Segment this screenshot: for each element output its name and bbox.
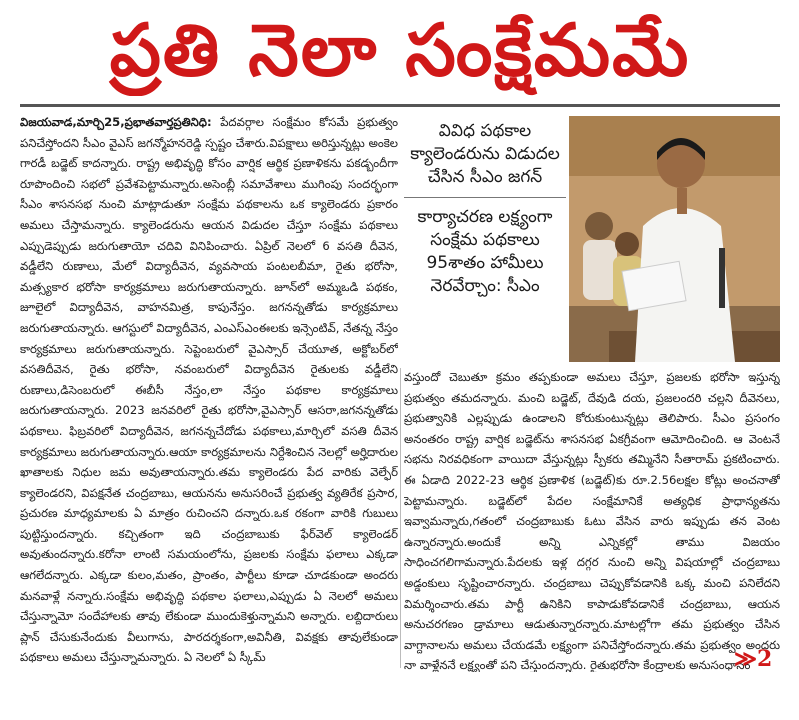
article-left-column bbox=[20, 112, 398, 672]
article-right-text: వస్తుందో చెబుతూ క్రమం తప్పకుండా అమలు చేస్తూ, ప్రజలకు భరోసా ఇస్తున్న ప్రభుత్వం తమదన్నారు. మంచి బడ్జెట్, దేవుడి దయ, ప్రజలందరి చల్లని దీవెనలు, ప్రభుత్వానికి ఎల్లప్పుడు ఉండాలని కోరుకుంటున్నట్లు తెలిపారు. సీఎం ప్రసంగం అనంతరం రాష్ట్ర వార్షిక బడ్జెట్‌ను శాసనసభ ఏకగ్రీవంగా ఆమోదించింది. ఆ వెంటనే సభను నిరవధికంగా వాయిదా వేస్తున్నట్లు స్పీకరు తమ్మినేని సీతారామ్ ప్రకటించారు. ఈ ఏడాది 2022-23 ఆర్థిక ప్రణాళిక (బడ్జెట్)కు రూ.2.56లక్షల కోట్లు అంచనాతో పెట్టామన్నారు. బడ్జెట్‌లో పేదల సంక్షేమానికే అత్యధిక ప్రాధాన్యతను ఇవ్వామన్నారు,గతంలో చంద్రబాబుకు ఓటు వేసిన వారు ఇప్పుడు తన వెంట ఉన్నారన్నారు.అందుకే అన్ని ఎన్నికల్లో తాము విజయం సాధించగలిగామన్నారు.పేదలకు ఇళ్ల దగ్గర నుంచి అన్ని విషయాల్లో చంద్రబాబు అడ్డంకులు సృష్టించారన్నారు. చంద్రబాబు చెప్పుకోవడానికి ఒక్క మంచి పనిలేదని విమర్శించారు.తమ పార్టీ ఉనికిని కాపాడుకోవడానికే చంద్రబాబు, ఆయన అనుచరగణం డ్రామాలు ఆడుతున్నారన్నారు.మాటల్లోగా తమ ప్రభుత్వం చేసిన వాగ్దానాలను అమలు చేయడమే లక్ష్యంగా పనిచేస్తోందన్నారు.తమ ప్రభుత్వం అందరు నా వాళ్లేననే లక్ష్యంతో పని చేస్తుందన్నారు. రైతుభరోసా కేంద్రాలకు అనుసంధానం bbox=[404, 370, 780, 672]
deck-subheading-1: వివిధ పథకాల క్యాలెండరును విడుదల చేసిన సీఎం జగన్ bbox=[404, 116, 566, 198]
cm-speech-photo bbox=[569, 116, 780, 362]
article-right-column bbox=[404, 367, 780, 672]
dateline: విజయవాడ,మార్చి25,ప్రభాతవార్తప్రతినిధి: bbox=[20, 115, 212, 129]
column-divider bbox=[400, 368, 401, 668]
deck-subheading-2: కార్యాచరణ లక్ష్యంగా సంక్షేమ పథకాలు 95శాతం హామీలు నెరవేర్చాం: సీఎం bbox=[417, 207, 553, 296]
headline: ప్రతి నెలా సంక్షేమమే bbox=[109, 8, 691, 92]
article-left-text: పేదవర్గాల సంక్షేమం కోసమే ప్రభుత్వం పనిచేస్తోందని సీఎం వైఎస్ జగన్మోహనరెడ్డి స్పష్టం చేశారు.విపక్షాలు అరిస్తున్నట్లు అంకెల గారడీ బడ్జెట్ కాదన్నారు. రాష్ట్ర అభివృద్ధి కోసం వార్షిక ఆర్థిక ప్రణాళికను పకడ్బందీగా రూపొందించి సభలో ప్రవేశపెట్టామన్నారు.అసెంబ్లీ సమావేశాలు ముగింపు సందర్భంగా సీఎం శాసనసభ నుంచి మాట్లాడుతూ సంక్షేమ పథకాలను ఒక క్యాలెండరు ప్రకారం అమలు చేస్తామన్నారు. క్యాలెండరును ఆయన విడుదల చేస్తూ సంక్షేమ పథకాలు ఎప్పుడెప్పుడు జరుగుతాయో చదివి వినిపించారు. ఏప్రిల్ నెలలో 6 వసతి దీవెన, వడ్డీలేని రుణాలు, మేలో విద్యాదీవెన, వ్యవసాయ పంటలబీమా, రైతు భరోసా, మత్స్యకార భరోసా కార్యక్రమాలు జరుగుతాయన్నారు. జూన్‌లో అమ్మఒడి పథకం, జూలైలో విద్యాదీవెన, వాహనమిత్ర, కాపునేస్తం. జగనన్నతోడు కార్యక్రమాలు జరుగుతాయన్నారు. ఆగస్టులో విద్యాదీవెన, ఎంఎస్ఎంఈలకు ఇన్సెంటివ్, నేతన్న నేస్తం కార్యక్రమాలు జరుగుతాయన్నారు. సెప్టెంబరులో వైఎస్సార్ చేయూత, అక్టోబర్‌లో వసతిదీవెన, రైతు భరోసా, నవంబరులో విద్యాదీవెన రైతులకు వడ్డీలేని రుణాలు,డిసెంబరులో ఈబీసీ నేస్తం,లా నేస్తం పథకాల కార్యక్రమాలు జరుగుతాయన్నారు. 2023 జనవరిలో రైతు భరోసా,వైఎస్సార్ ఆసరా,జగనన్నతోడు పథకాలు. ఫిబ్రవరిలో విద్యాదీవెన, జగనన్నచేదోడు పథకాలు,మార్చిలో వసతి దీవెన కార్యక్రమాలు జరుగుతాయన్నారు.ఆయా కార్యక్రమాలను నిర్దేశించిన నెలల్లో అర్హిదారుల ఖాతాలకు నిధుల జమ అవుతాయన్నారు.తమ క్యాలెండరు పేద వారికు వెల్ఫేర్ క్యాలెండరని, విపక్షనేత చంద్రబాబు, ఆయనను అనుసరించే ప్రభుత్వ వ్యతిరేక ప్రసార, ప్రచురణ మాధ్యమాలకు ఏ మాత్రం రుచించని దన్నారు.ఒక రకంగా వారికి గుబులు పుట్టిస్తుందన్నారు. కచ్చితంగా ఇది చంద్రబాబుకు ఫేర్‌వెల్ క్యాలెండర్ అవుతుందన్నారు.కరోనా లాంటి సమయంలోను, ప్రజలకు సంక్షేమ ఫలాలు ఎక్కడా ఆగలేదన్నారు. ఎక్కడా కులం,మతం, ప్రాంతం, పార్టీలు కూడా చూడకుండా అందరు మనవాళ్లే నన్నారు.సంక్షేమ అభివృద్ధి పథకాల ఫలాలు,ఎప్పుడు ఏ నెలలో అమలు చేస్తున్నామో సందేహాలకు తావు లేకుండా ముందుకెళ్తున్నామని అన్నారు. లబ్దిదారులు ప్లాన్ చేసుకునేందుకు వీలుగాను, పారదర్శకంగా,అవినీతి, వివక్షకు తావులేకుండా పథకాలు అమలు చేస్తున్నామన్నారు. ఏ నెలలో ఏ స్కీమ్ bbox=[20, 115, 398, 665]
headline-rule bbox=[20, 104, 780, 107]
deck-box bbox=[404, 116, 566, 362]
continued-page-marker: ≫2 bbox=[734, 646, 773, 672]
